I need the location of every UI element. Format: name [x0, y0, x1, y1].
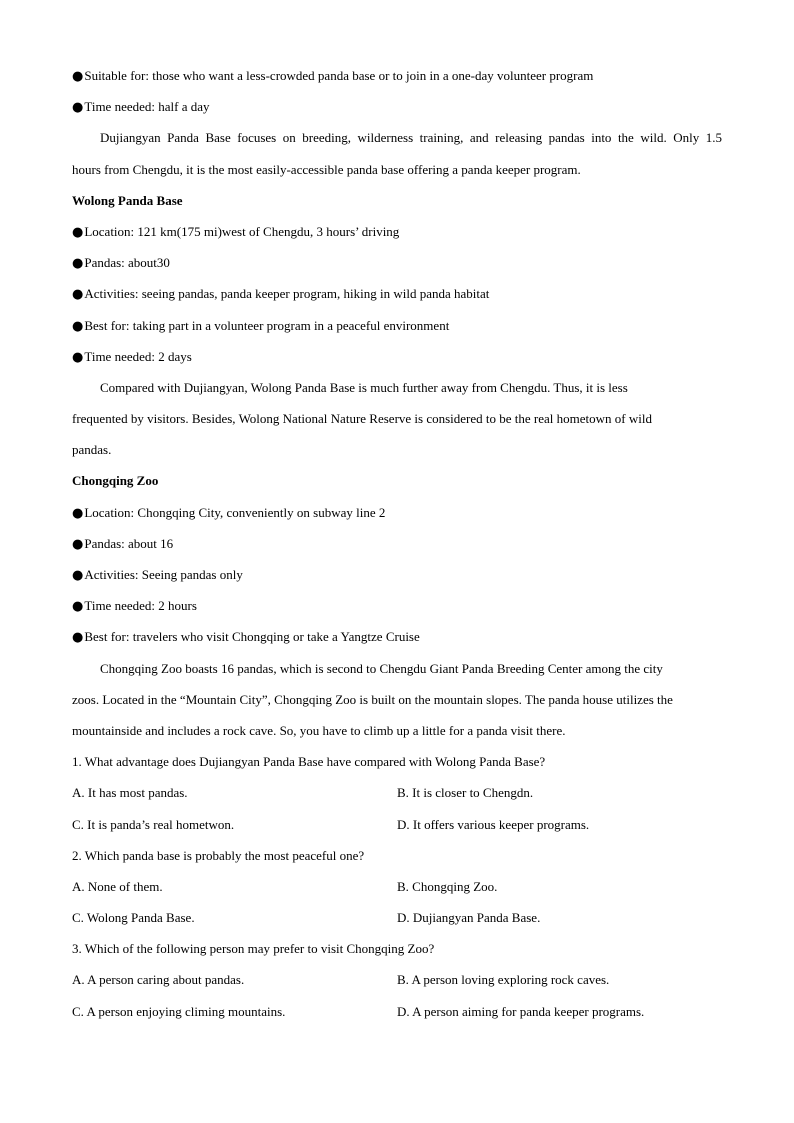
- option-c: C. A person enjoying climing mountains.: [72, 1003, 286, 1019]
- paragraph-line: Chongqing Zoo boasts 16 pandas, which is second to Chengdu Giant Panda Breeding Center among the city: [100, 660, 663, 676]
- paragraph-line: mountainside and includes a rock cave. So, you have to climb up a little for a panda visit there.: [72, 722, 566, 738]
- option-a: A. It has most pandas.: [72, 785, 188, 801]
- bullet-activities: ●Activities: seeing pandas, panda keeper program, hiking in wild panda habitat: [72, 286, 490, 303]
- option-c: C. It is panda’s real hometwon.: [72, 816, 235, 832]
- bullet-time-needed: ●Time needed: 2 hours: [72, 598, 197, 615]
- bullet-pandas: ●Pandas: about 16: [72, 535, 174, 552]
- paragraph-line: frequented by visitors. Besides, Wolong National Nature Reserve is considered to be the real hometown of wild: [72, 411, 652, 427]
- bullet-dot-icon: ●: [72, 287, 84, 303]
- option-row: [72, 902, 722, 933]
- bullet-best-for: ●Best for: taking part in a volunteer program in a peaceful environment: [72, 317, 450, 334]
- bullet-dot-icon: ●: [72, 568, 84, 583]
- bullet-best-for: ●Best for: travelers who visit Chongqing or take a Yangtze Cruise: [72, 629, 420, 646]
- option-row: [72, 809, 722, 840]
- paragraph-line: zoos. Located in the “Mountain City”, Chongqing Zoo is built on the mountain slopes. The panda house utilizes the: [72, 691, 673, 707]
- document-page: [72, 60, 722, 1027]
- option-d: D. It offers various keeper programs.: [397, 816, 590, 832]
- bullet-location: ●Location: Chongqing City, conveniently on subway line 2: [72, 504, 386, 521]
- bullet-activities: ●Activities: Seeing pandas only: [72, 567, 243, 583]
- option-c: C. Wolong Panda Base.: [72, 910, 195, 926]
- bullet-location: ●Location: 121 km(175 mi)west of Chengdu, 3 hours’ driving: [72, 223, 400, 240]
- question-2: 2. Which panda base is probably the most peaceful one?: [72, 847, 365, 863]
- question-1: 1. What advantage does Dujiangyan Panda Base have compared with Wolong Panda Base?: [72, 754, 546, 770]
- bullet-dot-icon: ●: [72, 599, 84, 615]
- option-a: A. A person caring about pandas.: [72, 972, 245, 988]
- bullet-dot-icon: ●: [72, 630, 84, 646]
- paragraph-line: pandas.: [72, 442, 112, 458]
- bullet-time-needed: ●Time needed: 2 days: [72, 348, 192, 365]
- question-3: 3. Which of the following person may prefer to visit Chongqing Zoo?: [72, 941, 435, 957]
- bullet-dot-icon: ●: [72, 318, 84, 334]
- bullet-suitable-for: ●Suitable for: those who want a less-crowded panda base or to join in a one-day volunteer program: [72, 68, 594, 84]
- paragraph-line: Compared with Dujiangyan, Wolong Panda Base is much further away from Chengdu. Thus, it is less: [100, 379, 628, 395]
- bullet-dot-icon: ●: [72, 536, 84, 552]
- bullet-dot-icon: ●: [72, 100, 84, 116]
- section-heading-wolong: Wolong Panda Base: [72, 192, 183, 208]
- bullet-pandas: ●Pandas: about30: [72, 255, 170, 272]
- option-row: [72, 871, 722, 902]
- option-d: D. Dujiangyan Panda Base.: [397, 910, 541, 926]
- bullet-dot-icon: ●: [72, 69, 84, 84]
- option-a: A. None of them.: [72, 878, 163, 894]
- option-row: [72, 996, 722, 1027]
- option-b: B. It is closer to Chengdn.: [397, 785, 534, 801]
- bullet-dot-icon: ●: [72, 224, 84, 240]
- bullet-time-needed: ●Time needed: half a day: [72, 99, 210, 116]
- paragraph-line: hours from Chengdu, it is the most easily-accessible panda base offering a panda keeper program.: [72, 161, 581, 177]
- section-heading-chongqing: Chongqing Zoo: [72, 473, 159, 489]
- option-row: [72, 964, 722, 995]
- bullet-dot-icon: ●: [72, 349, 84, 365]
- bullet-dot-icon: ●: [72, 256, 84, 272]
- option-b: B. Chongqing Zoo.: [397, 878, 498, 894]
- paragraph-line: Dujiangyan Panda Base focuses on breeding, wilderness training, and releasing pandas into the wild. Only 1.5: [100, 130, 722, 146]
- option-row: [72, 777, 722, 808]
- option-b: B. A person loving exploring rock caves.: [397, 972, 610, 988]
- bullet-dot-icon: ●: [72, 505, 84, 521]
- option-d: D. A person aiming for panda keeper programs.: [397, 1003, 645, 1019]
